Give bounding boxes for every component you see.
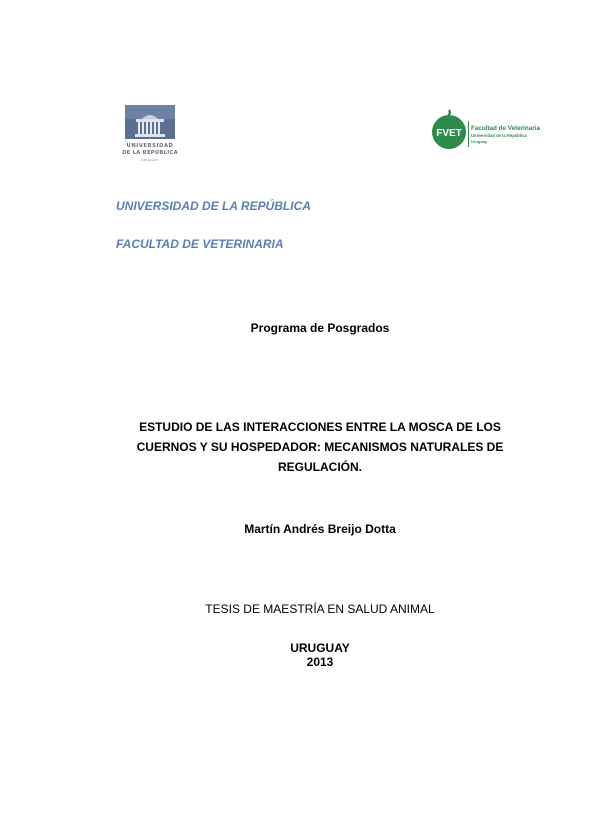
- fvet-logo: [430, 108, 540, 152]
- fvet-mark-text: FVET: [436, 128, 462, 139]
- udelar-logo-line1: UNIVERSIDAD: [126, 143, 174, 149]
- program-name: Programa de Posgrados: [250, 321, 390, 335]
- university-name: UNIVERSIDAD DE LA REPÚBLICA: [116, 199, 311, 213]
- fvet-caduceus-mark: [430, 108, 468, 152]
- year: 2013: [306, 655, 334, 669]
- udelar-building-emblem: [122, 105, 178, 141]
- fvet-logo-line2: Universidad de la República: [471, 133, 527, 138]
- faculty-name: FACULTAD DE VETERINARIA: [116, 237, 284, 251]
- udelar-logo-line3: URUGUAY: [141, 158, 159, 162]
- fvet-logo-line3: Uruguay: [471, 139, 488, 144]
- thesis-title-line: ESTUDIO DE LAS INTERACCIONES ENTRE LA MOSCA DE LOS: [139, 420, 501, 434]
- author-name: Martín Andrés Breijo Dotta: [244, 522, 396, 536]
- thesis-title: [100, 417, 540, 477]
- udelar-logo-line2: DE LA REPÚBLICA: [122, 150, 178, 156]
- thesis-title-line: REGULACIÓN.: [278, 460, 362, 474]
- udelar-logo: [122, 105, 178, 163]
- country: URUGUAY: [290, 641, 350, 655]
- thesis-title-line: CUERNOS Y SU HOSPEDADOR: MECANISMOS NATURALES DE: [136, 440, 504, 454]
- fvet-separator: [468, 121, 469, 147]
- thesis-type: TESIS DE MAESTRÍA EN SALUD ANIMAL: [205, 602, 435, 616]
- fvet-logo-line1: Facultad de Veterinaria: [471, 125, 540, 132]
